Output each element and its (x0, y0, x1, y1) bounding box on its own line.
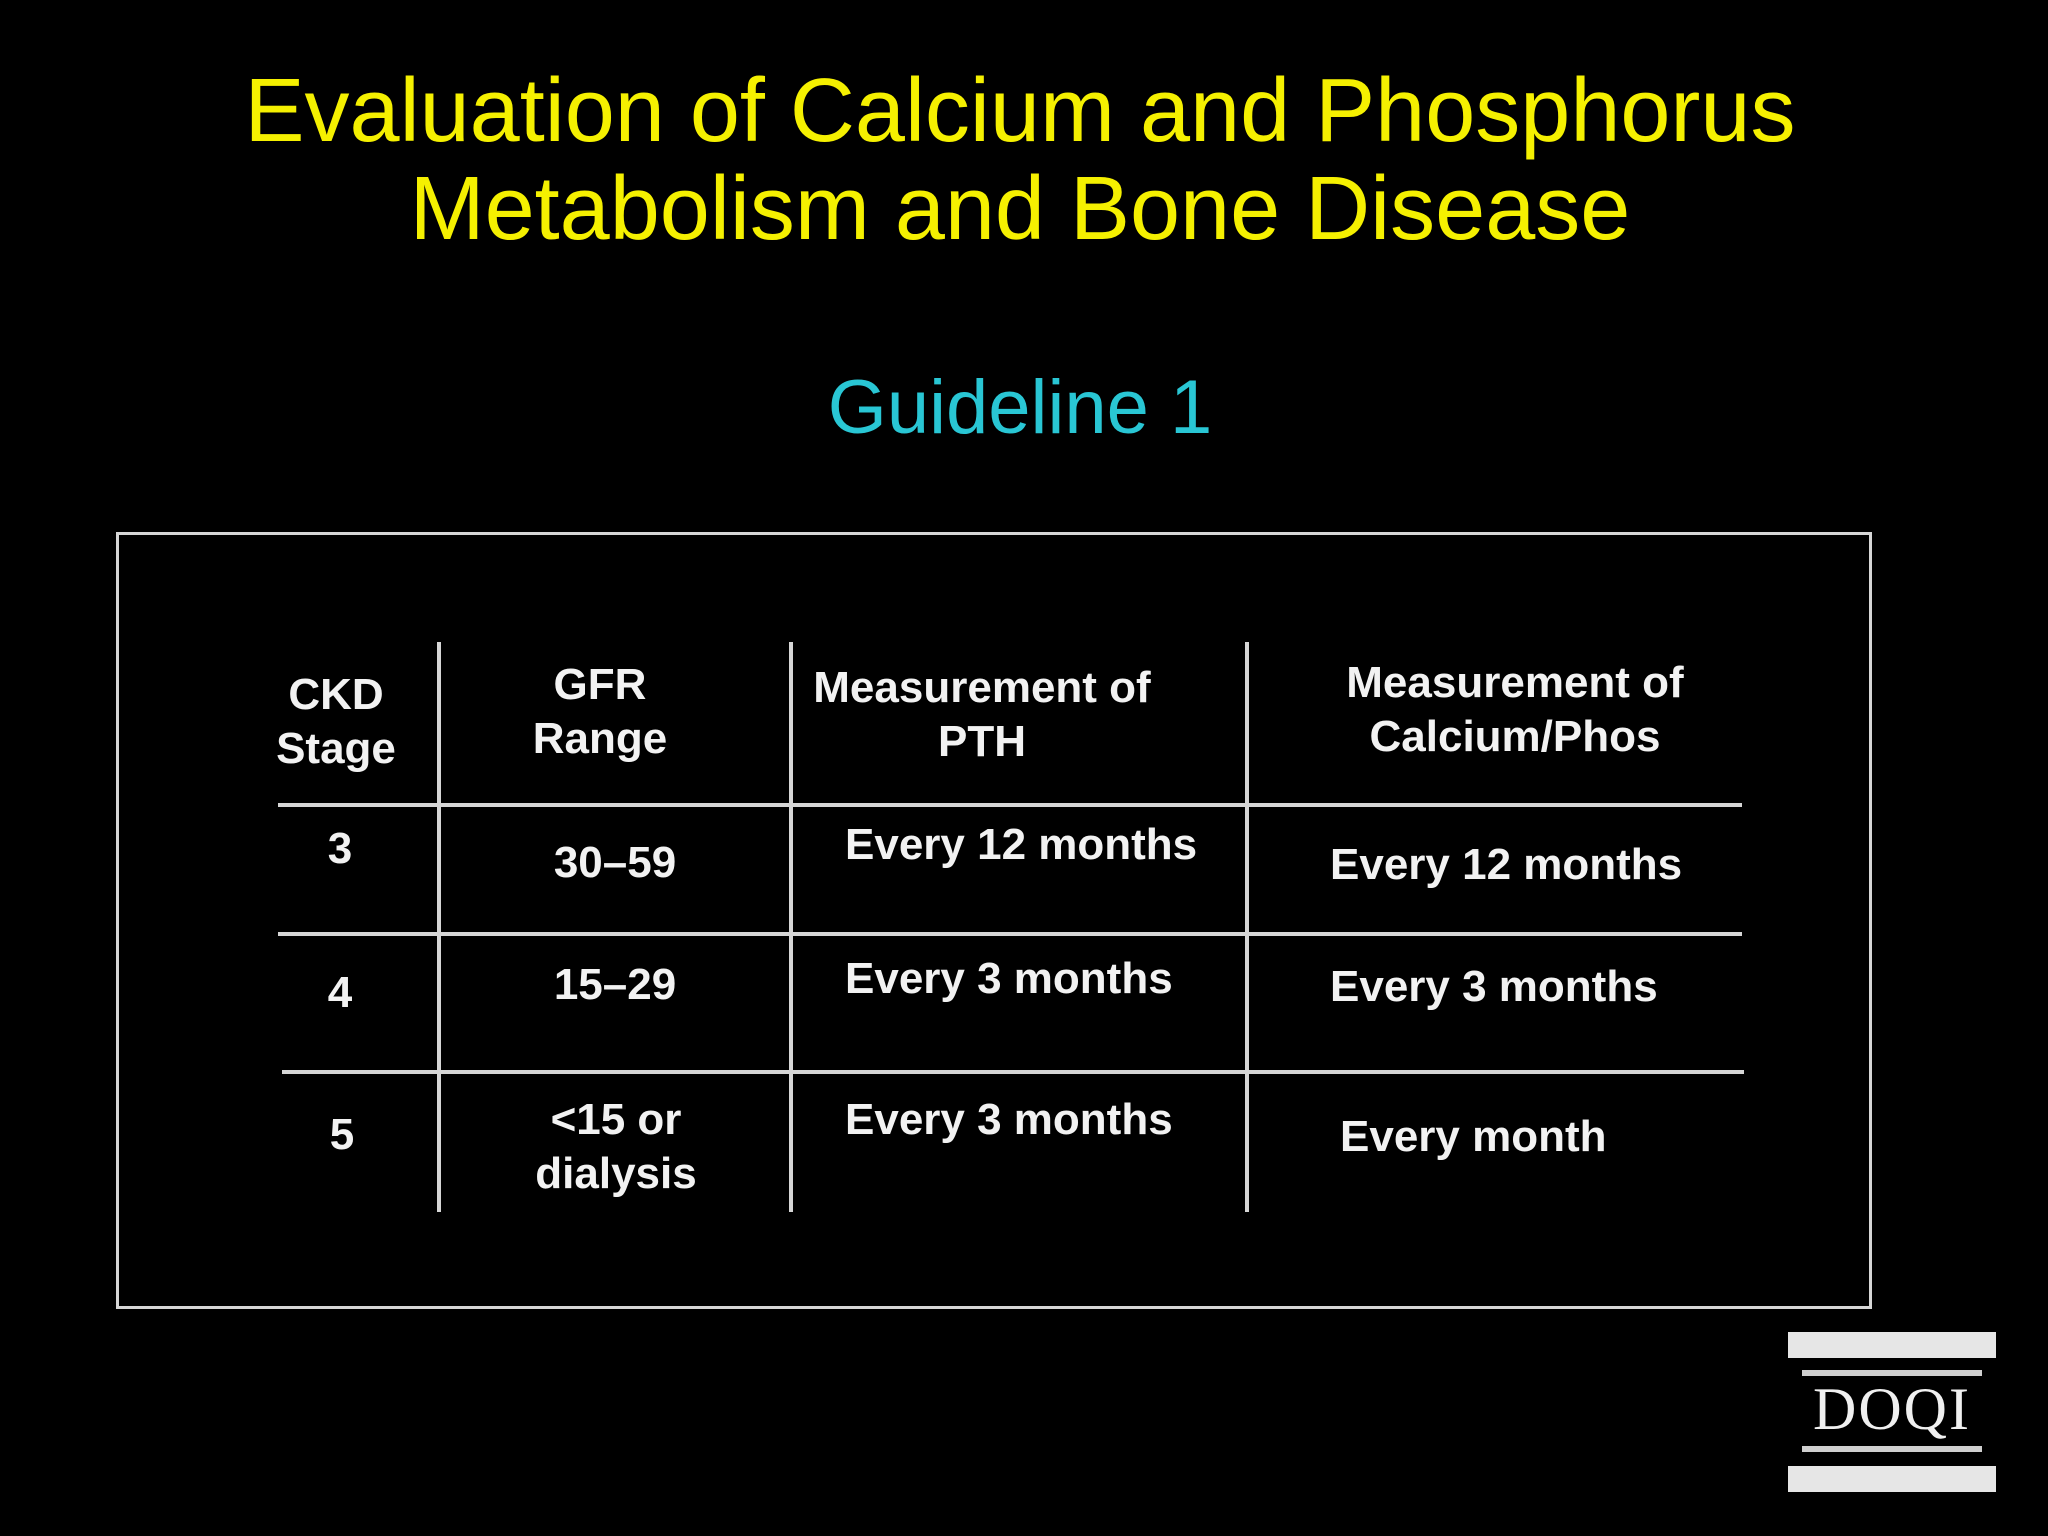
row-3-stage: 5 (329, 1110, 355, 1159)
guideline-table-frame (116, 532, 1872, 1309)
slide-title-line-2: Metabolism and Bone Disease (409, 159, 1631, 259)
doqi-logo (1788, 1332, 1996, 1492)
column-divider (1245, 642, 1249, 1212)
row-divider (282, 1070, 1744, 1074)
slide-title-line-1: Evaluation of Calcium and Phosphorus (244, 61, 1796, 161)
row-2-gfr: 15–29 (553, 960, 677, 1009)
row-3-pth: Every 3 months (845, 1095, 1173, 1144)
row-2-pth: Every 3 months (845, 954, 1173, 1003)
row-1-pth: Every 12 months (845, 820, 1198, 869)
row-3-ca-phos: Every month (1340, 1112, 1607, 1161)
slide-title (0, 62, 2040, 258)
logo-bottom-band (1788, 1466, 1996, 1492)
row-3-gfr: <15 or dialysis (535, 1095, 697, 1198)
logo-text: DOQI (1813, 1376, 1971, 1442)
header-ckd-stage: CKD Stage (276, 670, 396, 773)
row-divider (278, 803, 1742, 807)
row-2-ca-phos: Every 3 months (1330, 962, 1658, 1011)
slide-subtitle: Guideline 1 (827, 365, 1213, 450)
header-gfr-range: GFR Range (532, 660, 668, 763)
header-measurement-pth: Measurement of PTH (813, 663, 1151, 766)
row-2-stage: 4 (327, 968, 353, 1017)
row-divider (278, 932, 1742, 936)
column-divider (437, 642, 441, 1212)
logo-top-band (1788, 1332, 1996, 1358)
row-1-gfr: 30–59 (553, 838, 677, 887)
row-1-stage: 3 (327, 824, 353, 873)
row-1-ca-phos: Every 12 months (1330, 840, 1683, 889)
logo-small-text-line (1802, 1446, 1982, 1452)
header-measurement-calcium-phos: Measurement of Calcium/Phos (1346, 658, 1684, 761)
